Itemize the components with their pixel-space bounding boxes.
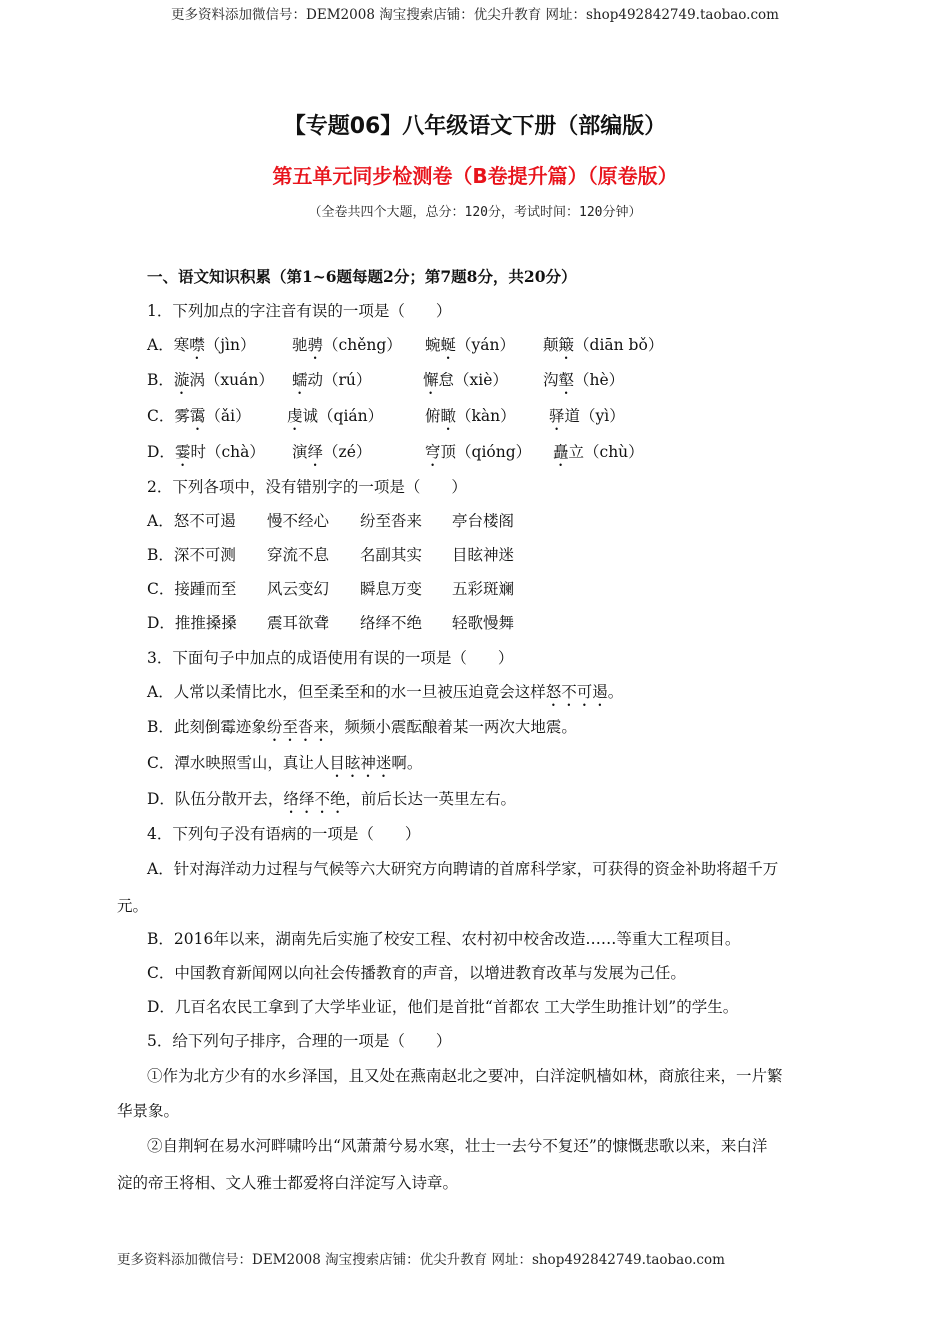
emphasized-char: 懈: [423, 371, 439, 389]
emphasized-char: 漩: [173, 371, 190, 389]
emphasized-char: 穹: [425, 443, 441, 461]
q5-sentence-2: ②自荆轲在易水河畔啸吟出“风萧萧兮易水寒，壮士一去兮不复还”的慷慨悲歌以来，来白洋: [147, 1137, 768, 1155]
q5-sentence-1-continued: 华景象。: [117, 1102, 180, 1120]
document-subtitle: 第五单元同步检测卷（B卷提升篇）（原卷版）: [272, 164, 678, 188]
q1-option-c: C．雾霭（ǎi） 虔诚（qián） 俯瞰（kàn） 驿道（yì）: [147, 407, 625, 425]
emphasized-char: 矗: [553, 443, 569, 461]
emphasized-char: 噤: [189, 336, 205, 354]
emphasized-char: 壑: [558, 371, 575, 389]
emphasized-char: 蜒: [440, 336, 457, 354]
q3-option-a: A．人常以柔情比水，但至柔至和的水一旦被压迫竟会这样怒不可遏。: [147, 683, 624, 701]
q2-option-a: A．怒不可遏 慢不经心 纷至沓来 亭台楼阁: [147, 512, 515, 530]
emphasized-char: 蠕: [292, 371, 308, 389]
emphasized-idiom: 纷至沓来: [266, 718, 329, 736]
q5-sentence-1: ①作为北方少有的水乡泽国，且又处在燕南赵北之要冲，白洋淀帆樯如林，商旅往来，一片繁: [147, 1067, 783, 1085]
emphasized-char: 绎: [307, 443, 324, 461]
emphasized-idiom: 目眩神迷: [329, 754, 392, 772]
question-4-stem: 4．下列句子没有语病的一项是（ ）: [147, 825, 421, 843]
emphasized-idiom: 络绎不绝: [283, 790, 346, 808]
q4-option-a-continued: 元。: [117, 897, 149, 915]
q1-option-d: D．霎时（chà） 演绎（zé） 穹顶（qióng） 矗立（chù）: [147, 443, 644, 461]
document-title: 【专题06】八年级语文下册（部编版）: [283, 114, 667, 139]
q1-option-a: A．寒噤（jìn） 驰骋（chěng） 蜿蜒（yán） 颠簸（diān bǒ）: [147, 336, 664, 354]
q4-option-d: D．几百名农民工拿到了大学毕业证，他们是首批“首都农 工大学生助推计划”的学生。: [147, 998, 739, 1016]
q3-option-b: B．此刻倒霉迹象纷至沓来，频频小震酝酿着某一两次大地震。: [147, 718, 577, 736]
q5-sentence-2-continued: 淀的帝王将相、文人雅士都爱将白洋淀写入诗章。: [117, 1174, 459, 1192]
emphasized-char: 虔: [287, 407, 303, 425]
section-heading: 一、语文知识积累（第1~6题每题2分；第7题8分，共20分）: [147, 267, 577, 286]
emphasized-char: 驿: [549, 407, 565, 425]
exam-note: （全卷共四个大题，总分：120分，考试时间：120分钟）: [308, 205, 642, 220]
question-1-stem: 1．下列加点的字注音有误的一项是（ ）: [147, 302, 452, 320]
q2-option-d: D．推推搡搡 震耳欲聋 络绎不绝 轻歌慢舞: [147, 614, 515, 632]
q4-option-a: A．针对海洋动力过程与气候等六大研究方向聘请的首席科学家，可获得的资金补助将超千万: [147, 860, 779, 878]
question-5-stem: 5．给下列句子排序，合理的一项是（ ）: [147, 1032, 452, 1050]
q3-option-c: C．潭水映照雪山，真让人目眩神迷啊。: [147, 754, 423, 772]
q4-option-b: B．2016年以来，湖南先后实施了校安工程、农村初中校舍改造……等重大工程项目。: [147, 930, 741, 948]
emphasized-char: 霭: [189, 407, 206, 425]
question-2-stem: 2．下列各项中，没有错别字的一项是（ ）: [147, 478, 467, 496]
emphasized-idiom: 怒不可遏: [545, 683, 608, 701]
question-3-stem: 3．下面句子中加点的成语使用有误的一项是（ ）: [147, 649, 514, 667]
emphasized-char: 瞰: [440, 407, 457, 425]
q2-option-c: C．接踵而至 风云变幻 瞬息万变 五彩斑斓: [147, 580, 515, 598]
q1-option-b: B．漩涡（xuán） 蠕动（rú） 懈怠（xiè） 沟壑（hè）: [147, 371, 625, 389]
q4-option-c: C．中国教育新闻网以向社会传播教育的声音，以增进教育改革与发展为己任。: [147, 964, 686, 982]
page-header: 更多资料添加微信号：DEM2008 淘宝搜索店铺：优尖升教育 网址：shop492842749.taobao.com: [171, 7, 779, 23]
page-footer: 更多资料添加微信号：DEM2008 淘宝搜索店铺：优尖升教育 网址：shop492842749.taobao.com: [117, 1252, 725, 1268]
emphasized-char: 骋: [307, 336, 324, 354]
emphasized-char: 簸: [558, 336, 575, 354]
emphasized-char: 霎: [174, 443, 191, 461]
q3-option-d: D．队伍分散开去，络绎不绝，前后长达一英里左右。: [147, 790, 516, 808]
q2-option-b: B．深不可测 穿流不息 名副其实 目眩神迷: [147, 546, 515, 564]
